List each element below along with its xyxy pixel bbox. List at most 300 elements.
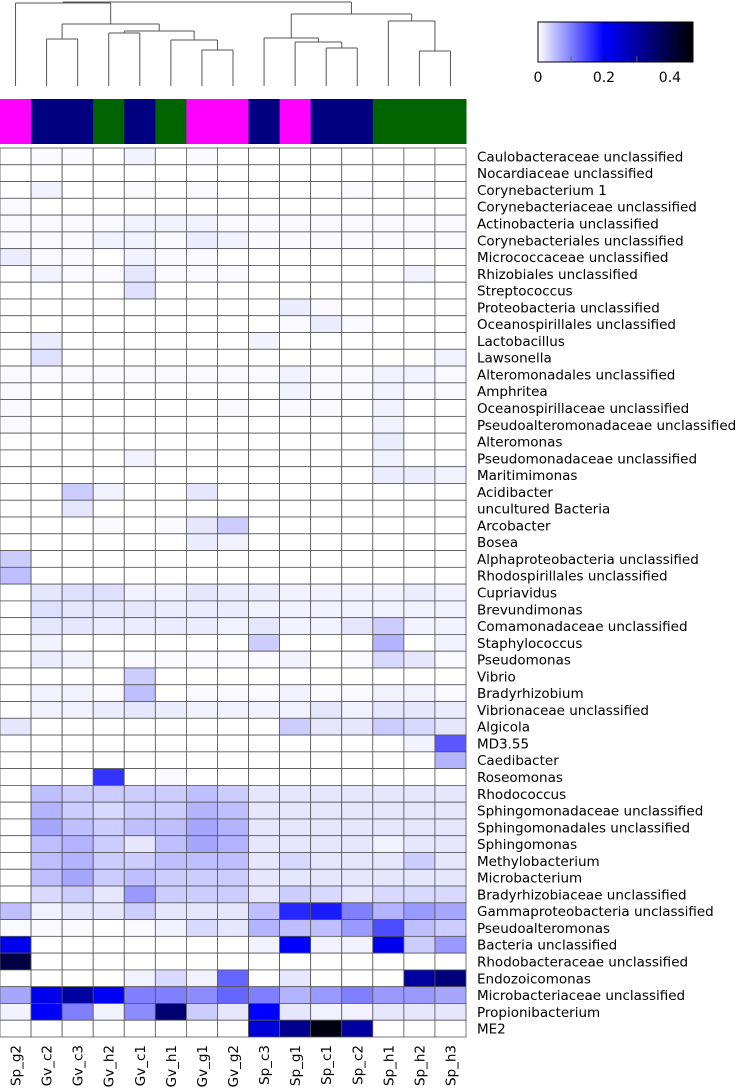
heatmap-cell <box>62 467 93 484</box>
heatmap-cell <box>155 299 186 316</box>
heatmap-cell <box>62 433 93 450</box>
heatmap-cell <box>31 735 62 752</box>
heatmap-cell <box>155 165 186 182</box>
heatmap-cell <box>124 517 155 534</box>
heatmap-cell <box>155 651 186 668</box>
heatmap-cell <box>373 551 404 568</box>
heatmap-cell <box>124 316 155 333</box>
heatmap-cell <box>186 483 217 500</box>
heatmap-cell <box>186 416 217 433</box>
heatmap-cell <box>249 819 280 836</box>
heatmap-cell <box>249 618 280 635</box>
heatmap-cell <box>62 785 93 802</box>
heatmap-cell <box>62 366 93 383</box>
heatmap-cell <box>186 534 217 551</box>
heatmap-cell <box>404 584 435 601</box>
heatmap-cell <box>124 500 155 517</box>
heatmap-cell <box>249 1020 280 1037</box>
heatmap-cell <box>31 769 62 786</box>
heatmap-cell <box>435 852 466 869</box>
heatmap-cell <box>342 249 373 266</box>
heatmap-cell <box>217 852 248 869</box>
heatmap-cell <box>280 836 311 853</box>
heatmap-cell <box>404 517 435 534</box>
heatmap-cell <box>0 886 31 903</box>
heatmap-cell <box>249 920 280 937</box>
column-group-swatch <box>373 99 405 144</box>
heatmap-cell <box>311 165 342 182</box>
heatmap-cell <box>311 333 342 350</box>
heatmap-cell <box>62 735 93 752</box>
heatmap-cell <box>155 198 186 215</box>
heatmap-cell <box>280 1003 311 1020</box>
heatmap-cell <box>280 534 311 551</box>
heatmap-cell <box>217 232 248 249</box>
heatmap-cell <box>155 920 186 937</box>
heatmap-cell <box>62 333 93 350</box>
heatmap-cell <box>124 349 155 366</box>
heatmap-cell <box>93 551 124 568</box>
heatmap-cell <box>373 349 404 366</box>
heatmap-cell <box>435 1003 466 1020</box>
heatmap-cell <box>0 517 31 534</box>
heatmap-cell <box>186 953 217 970</box>
heatmap-cell <box>155 718 186 735</box>
color-key <box>534 22 693 86</box>
heatmap-cell <box>342 383 373 400</box>
heatmap-cell <box>373 500 404 517</box>
heatmap-cell <box>124 1020 155 1037</box>
column-label: Sp_h2 <box>412 1045 429 1087</box>
heatmap-cell <box>155 584 186 601</box>
heatmap-cell <box>373 819 404 836</box>
heatmap-cell <box>280 366 311 383</box>
heatmap-cell <box>31 1003 62 1020</box>
heatmap-cell <box>373 769 404 786</box>
heatmap-cell <box>0 232 31 249</box>
column-label: Sp_h3 <box>443 1045 460 1087</box>
heatmap-cell <box>62 349 93 366</box>
heatmap-cell <box>249 534 280 551</box>
heatmap-cell <box>93 869 124 886</box>
heatmap-cell <box>435 836 466 853</box>
heatmap-cell <box>280 182 311 199</box>
heatmap-cell <box>0 551 31 568</box>
heatmap-cell <box>0 148 31 165</box>
heatmap-cell <box>124 282 155 299</box>
heatmap-cell <box>280 920 311 937</box>
heatmap-cell <box>93 718 124 735</box>
heatmap-cell <box>62 551 93 568</box>
heatmap-cell <box>373 735 404 752</box>
heatmap-cell <box>435 936 466 953</box>
heatmap-cell <box>217 567 248 584</box>
heatmap-cell <box>280 265 311 282</box>
heatmap-cell <box>155 785 186 802</box>
heatmap-cell <box>186 584 217 601</box>
heatmap-cell <box>404 819 435 836</box>
heatmap-cell <box>311 836 342 853</box>
heatmap-cell <box>186 551 217 568</box>
heatmap-cell <box>342 987 373 1004</box>
column-group-swatch <box>311 99 343 144</box>
heatmap-cell <box>404 534 435 551</box>
heatmap-cell <box>280 903 311 920</box>
heatmap-cell <box>342 1003 373 1020</box>
heatmap-cell <box>249 802 280 819</box>
heatmap-cell <box>186 685 217 702</box>
heatmap-cell <box>342 500 373 517</box>
heatmap-cell <box>155 416 186 433</box>
heatmap-cell <box>249 366 280 383</box>
heatmap-cell <box>280 618 311 635</box>
row-label: Alteromonas <box>477 434 563 451</box>
heatmap-cell <box>62 182 93 199</box>
heatmap-cell <box>249 936 280 953</box>
heatmap-cell <box>31 668 62 685</box>
heatmap-cell <box>280 601 311 618</box>
row-label: Algicola <box>477 719 531 736</box>
heatmap-cell <box>217 769 248 786</box>
heatmap-cell <box>186 467 217 484</box>
heatmap-cell <box>31 836 62 853</box>
heatmap-cell <box>155 500 186 517</box>
heatmap-cell <box>311 500 342 517</box>
heatmap-cell <box>373 215 404 232</box>
heatmap-cell <box>435 483 466 500</box>
heatmap-cell <box>62 215 93 232</box>
heatmap-cell <box>93 299 124 316</box>
heatmap-cell <box>373 752 404 769</box>
row-label: Brevundimonas <box>477 602 583 619</box>
heatmap-cell <box>311 416 342 433</box>
heatmap-cell <box>280 416 311 433</box>
heatmap-cell <box>311 852 342 869</box>
heatmap-cell <box>124 702 155 719</box>
heatmap-cell <box>404 718 435 735</box>
heatmap-cell <box>373 265 404 282</box>
heatmap-cell <box>373 869 404 886</box>
heatmap-cell <box>217 819 248 836</box>
heatmap-cell <box>404 416 435 433</box>
heatmap-cell <box>249 215 280 232</box>
heatmap-cell <box>0 198 31 215</box>
heatmap-cell <box>155 517 186 534</box>
heatmap-cell <box>342 333 373 350</box>
row-label: Arcobacter <box>477 518 551 535</box>
heatmap-cell <box>404 500 435 517</box>
heatmap-cell <box>0 383 31 400</box>
heatmap-cell <box>124 718 155 735</box>
heatmap-cell <box>124 735 155 752</box>
heatmap-cell <box>435 601 466 618</box>
heatmap-cell <box>31 282 62 299</box>
heatmap-cell <box>62 869 93 886</box>
heatmap-cell <box>373 718 404 735</box>
heatmap-cell <box>342 198 373 215</box>
heatmap-cell <box>249 1003 280 1020</box>
heatmap-cell <box>186 366 217 383</box>
heatmap-cell <box>249 517 280 534</box>
heatmap-cell <box>404 903 435 920</box>
heatmap-cell <box>31 819 62 836</box>
heatmap-cell <box>217 534 248 551</box>
heatmap-cell <box>404 685 435 702</box>
row-label: Rhizobiales unclassified <box>477 266 638 283</box>
heatmap-cell <box>155 333 186 350</box>
heatmap-cell <box>124 584 155 601</box>
color-key-tick-label: 0.4 <box>658 70 682 86</box>
heatmap-cell <box>373 416 404 433</box>
heatmap-cell <box>404 198 435 215</box>
heatmap-cell <box>435 299 466 316</box>
heatmap-cell <box>342 718 373 735</box>
heatmap-cell <box>0 316 31 333</box>
heatmap-cell <box>124 182 155 199</box>
heatmap-cell <box>93 165 124 182</box>
heatmap-cell <box>0 534 31 551</box>
heatmap-cell <box>0 953 31 970</box>
color-key-tick-label: 0 <box>533 70 543 86</box>
heatmap-cell <box>373 836 404 853</box>
column-group-swatch <box>31 99 63 144</box>
heatmap-cell <box>0 718 31 735</box>
heatmap-cell <box>404 165 435 182</box>
heatmap-cell <box>124 785 155 802</box>
heatmap-cell <box>373 903 404 920</box>
heatmap-cell <box>124 232 155 249</box>
heatmap-cell <box>155 450 186 467</box>
column-label: Gv_h2 <box>101 1045 118 1088</box>
heatmap-cell <box>404 618 435 635</box>
heatmap-cell <box>0 1003 31 1020</box>
heatmap-cell <box>31 802 62 819</box>
heatmap-cell <box>31 852 62 869</box>
heatmap-cell <box>435 467 466 484</box>
heatmap-cell <box>186 634 217 651</box>
heatmap-cell <box>435 366 466 383</box>
heatmap-cell <box>0 349 31 366</box>
heatmap-cell <box>124 987 155 1004</box>
heatmap-cell <box>342 903 373 920</box>
heatmap-cell <box>31 182 62 199</box>
heatmap-cell <box>280 433 311 450</box>
heatmap-cell <box>31 500 62 517</box>
heatmap-cell <box>404 299 435 316</box>
heatmap-cell <box>435 450 466 467</box>
heatmap-cell <box>217 634 248 651</box>
column-group-swatch <box>342 99 374 144</box>
heatmap-cell <box>342 634 373 651</box>
heatmap-cell <box>311 282 342 299</box>
heatmap-cell <box>435 903 466 920</box>
heatmap-cell <box>404 852 435 869</box>
heatmap-cell <box>311 366 342 383</box>
heatmap-cell <box>62 450 93 467</box>
row-label: Vibrio <box>477 669 516 686</box>
heatmap-cell <box>404 467 435 484</box>
heatmap-cell <box>342 416 373 433</box>
heatmap-cell <box>62 534 93 551</box>
heatmap-cell <box>186 718 217 735</box>
row-label: Pseudoalteromonas <box>477 920 611 937</box>
heatmap-cell <box>124 551 155 568</box>
heatmap-cell <box>62 769 93 786</box>
heatmap-cell <box>249 869 280 886</box>
heatmap-cell <box>280 165 311 182</box>
heatmap-cell <box>93 1003 124 1020</box>
row-label: Bacteria unclassified <box>477 937 618 954</box>
heatmap-cell <box>186 265 217 282</box>
column-labels <box>9 1045 460 1087</box>
heatmap-cell <box>155 182 186 199</box>
heatmap-cell <box>404 970 435 987</box>
heatmap-cell <box>280 282 311 299</box>
heatmap-cell <box>249 500 280 517</box>
row-label: Amphritea <box>477 384 548 401</box>
heatmap-cell <box>0 601 31 618</box>
heatmap-cell <box>124 752 155 769</box>
heatmap-cell <box>155 819 186 836</box>
heatmap-cell <box>93 953 124 970</box>
heatmap-cell <box>435 802 466 819</box>
heatmap-cell <box>155 970 186 987</box>
heatmap-cell <box>217 1020 248 1037</box>
heatmap-cell <box>217 165 248 182</box>
heatmap-cell <box>404 634 435 651</box>
heatmap-cell <box>155 836 186 853</box>
heatmap-cell <box>124 634 155 651</box>
row-label: Roseomonas <box>477 770 563 787</box>
heatmap-cell <box>93 651 124 668</box>
heatmap-cell <box>62 852 93 869</box>
heatmap-cell <box>186 769 217 786</box>
row-label: Streptococcus <box>477 283 573 300</box>
heatmap-cell <box>435 785 466 802</box>
heatmap-cell <box>186 702 217 719</box>
heatmap-cell <box>311 651 342 668</box>
heatmap-cell <box>280 634 311 651</box>
heatmap-cell <box>155 634 186 651</box>
heatmap-cell <box>280 685 311 702</box>
heatmap-cell <box>31 702 62 719</box>
row-label: Lawsonella <box>477 350 552 367</box>
heatmap-cell <box>342 215 373 232</box>
heatmap-cell <box>373 366 404 383</box>
heatmap-cell <box>93 148 124 165</box>
heatmap-cell <box>186 869 217 886</box>
column-group-swatch <box>124 99 156 144</box>
heatmap-cell <box>342 651 373 668</box>
heatmap-cell <box>0 668 31 685</box>
column-label: Sp_g2 <box>8 1045 25 1087</box>
heatmap-cell <box>342 483 373 500</box>
heatmap-cell <box>217 735 248 752</box>
column-label: Gv_g2 <box>226 1045 242 1088</box>
heatmap-cell <box>155 567 186 584</box>
heatmap-cell <box>373 1003 404 1020</box>
heatmap-cell <box>93 383 124 400</box>
heatmap-cell <box>124 920 155 937</box>
heatmap-cell <box>155 601 186 618</box>
heatmap-cell <box>217 685 248 702</box>
heatmap-cell <box>62 584 93 601</box>
heatmap-cell <box>62 165 93 182</box>
heatmap-cell <box>31 618 62 635</box>
heatmap-cell <box>155 316 186 333</box>
heatmap-cell <box>31 953 62 970</box>
column-label: Gv_c2 <box>39 1045 56 1087</box>
heatmap-cell <box>124 299 155 316</box>
heatmap-cell <box>435 618 466 635</box>
heatmap-cell <box>62 1020 93 1037</box>
heatmap-cell <box>404 953 435 970</box>
heatmap-cell <box>373 987 404 1004</box>
heatmap-cell <box>93 819 124 836</box>
heatmap-cell <box>311 299 342 316</box>
heatmap-cell <box>435 249 466 266</box>
heatmap-cell <box>342 165 373 182</box>
column-label: Sp_c3 <box>257 1045 274 1085</box>
row-label: Sphingomonadaceae unclassified <box>477 803 704 820</box>
heatmap-cell <box>186 1003 217 1020</box>
heatmap-cell <box>311 634 342 651</box>
heatmap-cell <box>155 903 186 920</box>
heatmap-cell <box>0 483 31 500</box>
heatmap-cell <box>249 970 280 987</box>
heatmap-cell <box>373 400 404 417</box>
heatmap-cell <box>93 517 124 534</box>
heatmap-cell <box>186 920 217 937</box>
heatmap-cell <box>124 668 155 685</box>
heatmap-cell <box>280 467 311 484</box>
heatmap-cell <box>342 349 373 366</box>
heatmap-cell <box>435 165 466 182</box>
heatmap-cell <box>31 198 62 215</box>
heatmap-cell <box>311 718 342 735</box>
heatmap-cell <box>311 953 342 970</box>
heatmap-cell <box>280 1020 311 1037</box>
heatmap-cell <box>155 232 186 249</box>
heatmap-cell <box>0 299 31 316</box>
heatmap-cell <box>435 584 466 601</box>
heatmap-cell <box>62 416 93 433</box>
column-group-swatch <box>186 99 218 144</box>
heatmap-cell <box>186 433 217 450</box>
heatmap-cell <box>373 198 404 215</box>
heatmap-cell <box>435 752 466 769</box>
heatmap-cell <box>311 819 342 836</box>
heatmap-cell <box>31 752 62 769</box>
heatmap-cell <box>311 936 342 953</box>
heatmap-cell <box>217 601 248 618</box>
column-label: Sp_c2 <box>350 1045 367 1085</box>
heatmap-cell <box>311 886 342 903</box>
heatmap-cell <box>217 265 248 282</box>
heatmap-cell <box>404 920 435 937</box>
heatmap-cell <box>249 249 280 266</box>
heatmap-cell <box>435 735 466 752</box>
heatmap-cell <box>342 450 373 467</box>
heatmap-cell <box>404 333 435 350</box>
heatmap-cell <box>62 903 93 920</box>
heatmap-cell <box>155 752 186 769</box>
heatmap-cell <box>0 936 31 953</box>
heatmap-cell <box>217 433 248 450</box>
heatmap-cell <box>93 936 124 953</box>
heatmap-cell <box>186 299 217 316</box>
heatmap-cell <box>155 852 186 869</box>
